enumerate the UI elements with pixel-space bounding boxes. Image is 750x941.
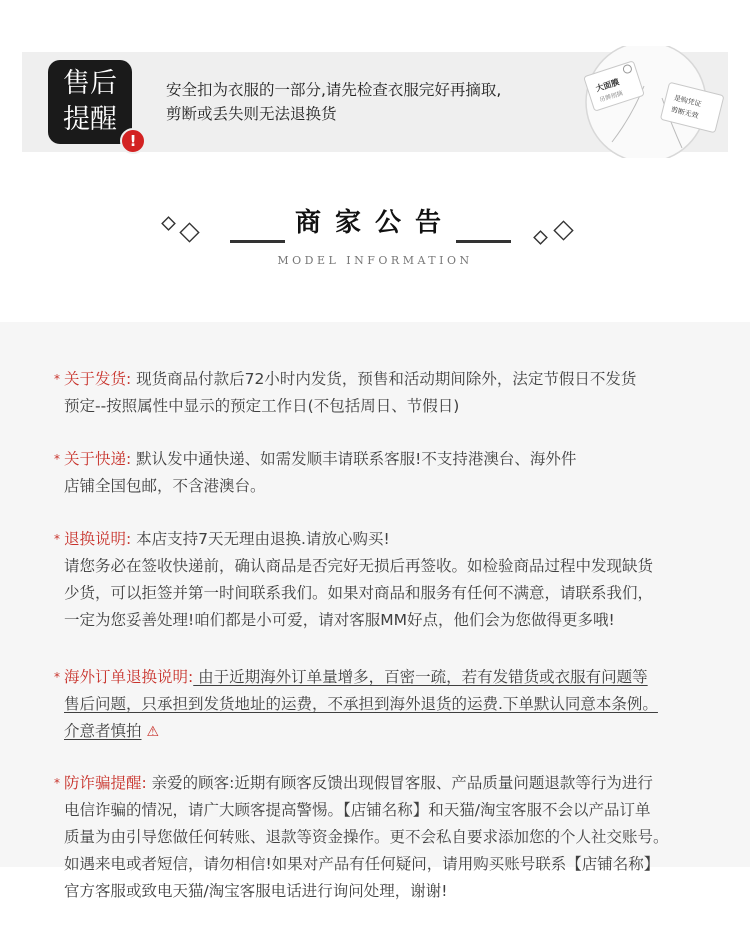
notice-line: 店铺全国包邮，不含港澳台。: [64, 477, 266, 495]
heading-subtitle: MODEL INFORMATION: [277, 254, 473, 267]
notice-courier: [54, 446, 744, 500]
notice-label: 防诈骗提醒:: [64, 774, 147, 792]
notice-returns: [54, 526, 744, 634]
after-sales-badge: [48, 60, 132, 144]
star-icon: *: [54, 372, 60, 386]
tag1-line1: 大面膜: [594, 77, 621, 94]
alert-icon: !: [120, 128, 146, 154]
tag2-line1: 是购凭证: [673, 94, 702, 109]
banner-line2: 剪断或丢失则无法退换货: [166, 105, 337, 123]
notice-line: 默认发中通快递、如需发顺丰请联系客服!不支持港澳台、海外件: [131, 450, 577, 468]
notice-line: 预定--按照属性中显示的预定工作日(不包括周日、节假日): [64, 397, 460, 415]
notice-line: 由于近期海外订单量增多，百密一疏，若有发错货或衣服有问题等: [193, 668, 648, 686]
notice-label: 海外订单退换说明:: [64, 668, 194, 686]
star-icon: *: [54, 670, 60, 684]
badge-line1: 售后: [63, 68, 117, 99]
notice-line: 售后问题，只承担到发货地址的运费，不承担到海外退货的运费.下单默认同意本条例。: [64, 695, 658, 713]
notice-line: 官方客服或致电天猫/淘宝客服电话进行询问处理，谢谢!: [64, 882, 448, 900]
after-sales-banner: [22, 52, 728, 152]
notice-panel: [0, 322, 750, 900]
tag2-line2: 剪断无效: [670, 106, 699, 121]
star-icon: *: [54, 452, 60, 466]
notice-shipping: [54, 366, 744, 420]
heading-title: 商家公告: [294, 208, 455, 238]
notice-line: 如遇来电或者短信，请勿相信!如果对产品有任何疑问，请用购买账号联系【店铺名称】: [64, 855, 660, 873]
notice-line: 少货，可以拒签并第一时间联系我们。如果对商品和服务有任何不满意，请联系我们，: [64, 584, 654, 602]
notice-overseas-returns: [54, 664, 744, 746]
notice-line: 一定为您妥善处理!咱们都是小可爱，请对客服MM好点，他们会为您做得更多哦!: [64, 611, 615, 629]
notice-label: 退换说明:: [64, 530, 132, 548]
notice-heading: [0, 196, 750, 276]
badge-line2: 提醒: [63, 104, 117, 135]
banner-line1: 安全扣为衣服的一部分,请先检查衣服完好再摘取,: [166, 81, 502, 99]
hang-tag-illustration: [562, 46, 730, 158]
notice-line: 现货商品付款后72小时内发货，预售和活动期间除外，法定节假日不发货: [131, 370, 637, 388]
notice-anti-fraud: [54, 770, 744, 905]
notice-label: 关于发货:: [64, 370, 132, 388]
star-icon: *: [54, 532, 60, 546]
notice-line: 亲爱的顾客:近期有顾客反馈出现假冒客服、产品质量问题退款等行为进行: [146, 774, 653, 792]
notice-line: 介意者慎拍: [64, 722, 142, 740]
star-icon: *: [54, 776, 60, 790]
notice-label: 关于快递:: [64, 450, 132, 468]
notice-line: 质量为由引导您做任何转账、退款等资金操作。更不会私自要求添加您的个人社交账号。: [64, 828, 669, 846]
banner-message: [166, 78, 586, 126]
notice-line: 请您务必在签收快递前，确认商品是否完好无损后再签收。如检验商品过程中发现缺货: [64, 557, 654, 575]
notice-line: 电信诈骗的情况，请广大顾客提高警惕。【店铺名称】和天猫/淘宝客服不会以产品订单: [64, 801, 651, 819]
notice-line: 本店支持7天无理由退换.请放心购买!: [131, 530, 390, 548]
warning-icon: ⚠: [146, 724, 160, 740]
heading-rule-left: [230, 240, 285, 243]
heading-rule-right: [456, 240, 511, 243]
tag1-line2: 吊牌别摘: [599, 90, 624, 104]
